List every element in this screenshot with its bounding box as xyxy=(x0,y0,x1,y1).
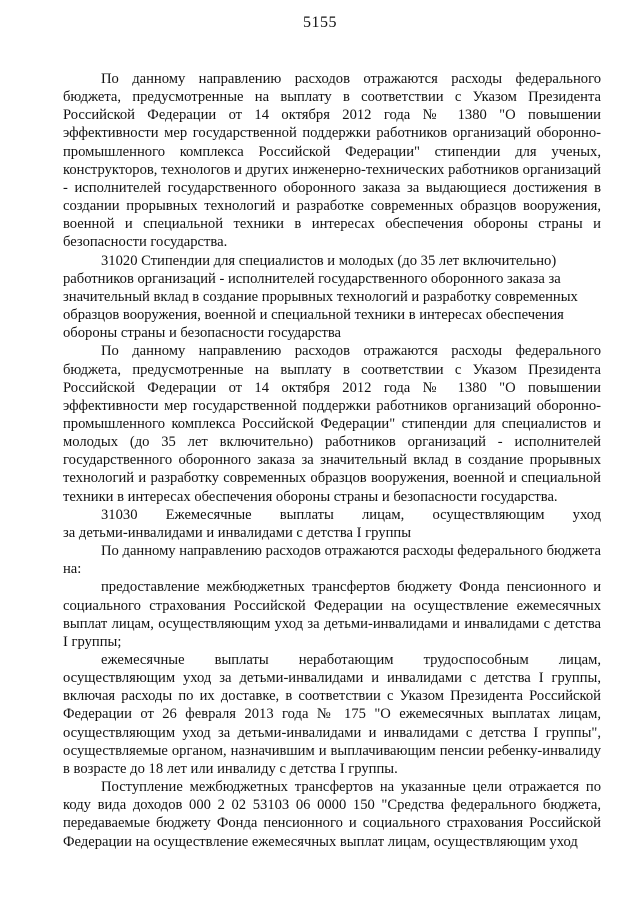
heading-31030-word: выплаты xyxy=(279,506,334,523)
heading-31030 xyxy=(63,506,601,524)
document-body xyxy=(63,70,601,851)
heading-31030-word: Ежемесячные xyxy=(165,506,252,523)
heading-31030-word: осуществляющим xyxy=(432,506,545,523)
paragraph-31030-monthly-payments: ежемесячные выплаты неработающим трудоспособным лицам, осуществляющим уход за детьми-инвалидами и инвалидами с детства I группы, включая расходы по их доставке, в соответствии с Указом Президента Российской Федерации от 26 февраля 2013 года № 175 "О ежемесячных выплатах лицам, осуществляющим уход за детьми-инвалидами и инвалидами с детства I группы", осуществляемые органом, назначившим и выплачивающим пенсии ребенку-инвалиду в возрасте до 18 лет или инвалиду с детства I группы. xyxy=(63,652,601,777)
paragraph-31030-intro: По данному направлению расходов отражаются расходы федерального бюджета на: xyxy=(63,543,601,578)
heading-31030-code: 31030 xyxy=(101,506,138,523)
heading-31030-continuation: за детьми-инвалидами и инвалидами с детства I группы xyxy=(63,524,411,541)
heading-31020: 31020 Стипендии для специалистов и молодых (до 35 лет включительно) работников организаций - исполнителей государственного оборонного заказа за значительный вклад в создание прорывных технологий и разработку современных образцов вооружения, военной и специальной техники в интересах обеспечения обороны страны и безопасности государства xyxy=(63,252,578,342)
paragraph-31010-description: По данному направлению расходов отражаются расходы федерального бюджета, предусмотренные на выплату в соответствии с Указом Президента Российской Федерации от 14 октября 2012 года № 1380 "О повышении эффективности мер государственной поддержки работников организаций оборонно-промышленного комплекса Российской Федерации" стипендии для ученых, конструкторов, технологов и других инженерно-технических работников организаций - исполнителей государственного оборонного заказа за выдающиеся достижения в создании прорывных технологий и разработке современных образцов вооружения, военной и специальной техники в интересах обеспечения обороны страны и безопасности государства. xyxy=(63,71,601,251)
paragraph-31020-description: По данному направлению расходов отражаются расходы федерального бюджета, предусмотренные на выплату в соответствии с Указом Президента Российской Федерации от 14 октября 2012 года № 1380 "О повышении эффективности мер государственной поддержки работников организаций оборонно-промышленного комплекса Российской Федерации" стипендии для специалистов и молодых (до 35 лет включительно) работников организаций - исполнителей государственного оборонного заказа за значительный вклад в создание прорывных технологий и разработку современных образцов вооружения, военной и специальной техники в интересах обеспечения обороны страны и безопасности государства. xyxy=(63,343,601,505)
heading-31030-word: уход xyxy=(572,506,601,523)
paragraph-31030-revenue-code: Поступление межбюджетных трансфертов на указанные цели отражается по коду вида доходов 000 2 02 53103 06 0000 150 "Средства федерального бюджета, передаваемые бюджету Фонда пенсионного и социального страхования Российской Федерации на осуществление ежемесячных выплат лицам, осуществляющим уход xyxy=(63,779,601,850)
page-number: 5155 xyxy=(303,14,337,31)
heading-31030-word: лицам, xyxy=(362,506,405,523)
paragraph-31030-transfers: предоставление межбюджетных трансфертов бюджету Фонда пенсионного и социального страхования Российской Федерации на осуществление ежемесячных выплат лицам, осуществляющим уход за детьми-инвалидами и инвалидами с детства I группы; xyxy=(63,579,601,650)
